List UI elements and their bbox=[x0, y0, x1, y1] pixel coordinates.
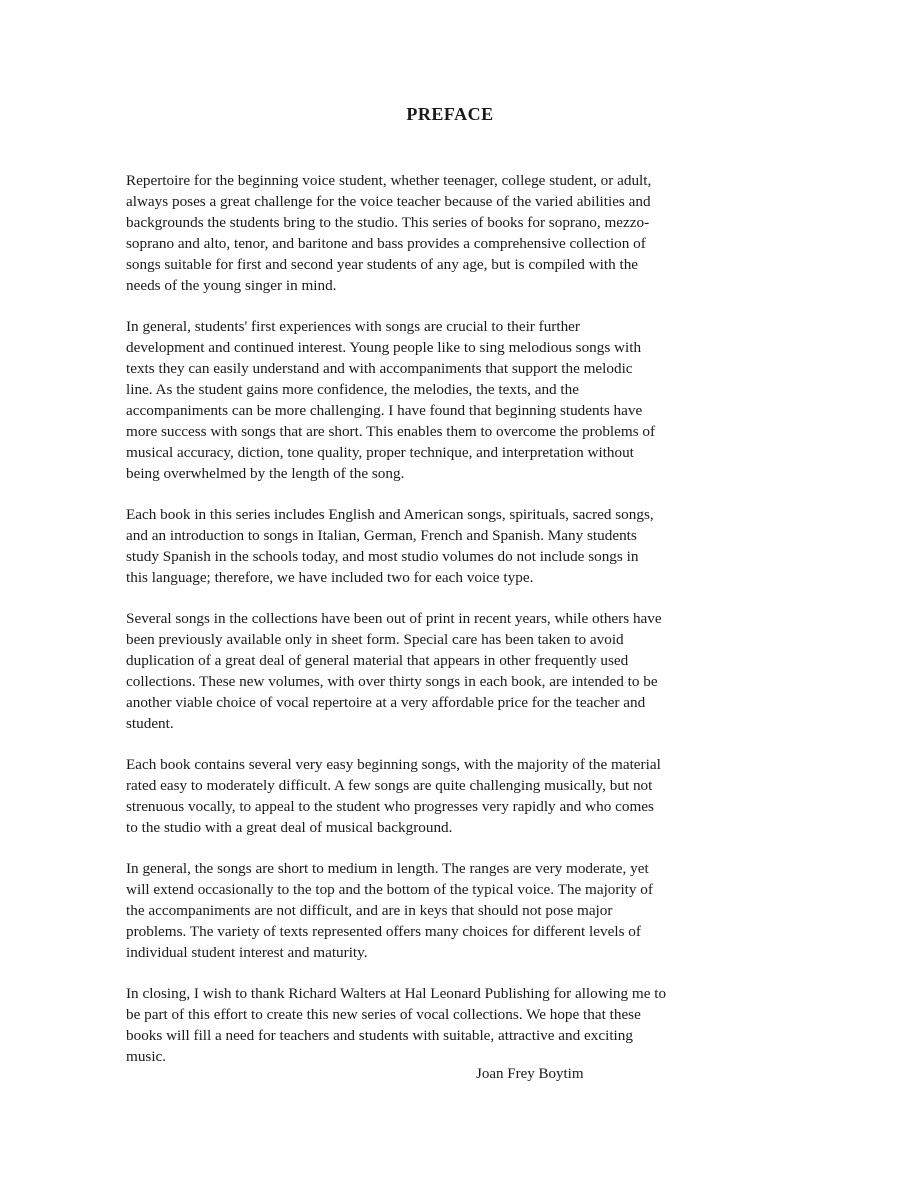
text-line: texts they can easily understand and with accompaniments that support the melodic bbox=[126, 360, 633, 377]
text-line: Each book in this series includes English and American songs, spirituals, sacred songs, bbox=[126, 506, 654, 523]
paragraph bbox=[126, 608, 776, 734]
text-line: being overwhelmed by the length of the song. bbox=[126, 465, 405, 482]
text-line: and an introduction to songs in Italian, German, French and Spanish. Many students bbox=[126, 527, 637, 544]
text-line: Several songs in the collections have been out of print in recent years, while others have bbox=[126, 610, 662, 627]
text-line: musical accuracy, diction, tone quality, proper technique, and interpretation without bbox=[126, 444, 634, 461]
text-line: needs of the young singer in mind. bbox=[126, 277, 337, 294]
paragraph bbox=[126, 170, 776, 296]
paragraph bbox=[126, 504, 776, 588]
text-line: another viable choice of vocal repertoire at a very affordable price for the teacher and bbox=[126, 694, 646, 711]
text-line: In general, the songs are short to medium in length. The ranges are very moderate, yet bbox=[126, 860, 649, 877]
page-title: PREFACE bbox=[406, 104, 494, 124]
text-line: study Spanish in the schools today, and most studio volumes do not include songs in bbox=[126, 548, 639, 565]
author-signature: Joan Frey Boytim bbox=[476, 1066, 584, 1082]
paragraph bbox=[126, 983, 776, 1067]
text-line: strenuous vocally, to appeal to the student who progresses very rapidly and who comes bbox=[126, 798, 654, 815]
text-line: student. bbox=[126, 715, 174, 732]
text-line: be part of this effort to create this new series of vocal collections. We hope that these bbox=[126, 1006, 641, 1023]
text-line: always poses a great challenge for the voice teacher because of the varied abilities and bbox=[126, 193, 651, 210]
text-line: soprano and alto, tenor, and baritone and bass provides a comprehensive collection of bbox=[126, 235, 646, 252]
text-line: songs suitable for first and second year students of any age, but is compiled with the bbox=[126, 256, 639, 273]
text-line: line. As the student gains more confidence, the melodies, the texts, and the bbox=[126, 381, 579, 398]
text-line: the accompaniments are not difficult, and are in keys that should not pose major bbox=[126, 902, 613, 919]
text-line: more success with songs that are short. This enables them to overcome the problems of bbox=[126, 423, 656, 440]
text-line: problems. The variety of texts represented offers many choices for different levels of bbox=[126, 923, 641, 940]
paragraph bbox=[126, 316, 776, 484]
text-line: individual student interest and maturity. bbox=[126, 944, 368, 961]
text-line: Repertoire for the beginning voice student, whether teenager, college student, or adult, bbox=[126, 172, 652, 189]
preface-body bbox=[126, 170, 776, 1087]
text-line: In closing, I wish to thank Richard Walters at Hal Leonard Publishing for allowing me to bbox=[126, 985, 667, 1002]
text-line: Each book contains several very easy beginning songs, with the majority of the material bbox=[126, 756, 661, 773]
text-line: accompaniments can be more challenging. I have found that beginning students have bbox=[126, 402, 643, 419]
text-line: backgrounds the students bring to the studio. This series of books for soprano, mezzo- bbox=[126, 214, 650, 231]
text-line: this language; therefore, we have included two for each voice type. bbox=[126, 569, 534, 586]
text-line: In general, students' first experiences with songs are crucial to their further bbox=[126, 318, 580, 335]
paragraph bbox=[126, 754, 776, 838]
text-line: been previously available only in sheet form. Special care has been taken to avoid bbox=[126, 631, 624, 648]
text-line: rated easy to moderately difficult. A few songs are quite challenging musically, but not bbox=[126, 777, 653, 794]
text-line: development and continued interest. Young people like to sing melodious songs with bbox=[126, 339, 642, 356]
text-line: will extend occasionally to the top and the bottom of the typical voice. The majority of bbox=[126, 881, 653, 898]
text-line: music. bbox=[126, 1048, 167, 1065]
paragraph bbox=[126, 858, 776, 963]
text-line: to the studio with a great deal of musical background. bbox=[126, 819, 453, 836]
text-line: collections. These new volumes, with over thirty songs in each book, are intended to be bbox=[126, 673, 658, 690]
text-line: duplication of a great deal of general material that appears in other frequently used bbox=[126, 652, 629, 669]
text-line: books will fill a need for teachers and students with suitable, attractive and exciting bbox=[126, 1027, 633, 1044]
